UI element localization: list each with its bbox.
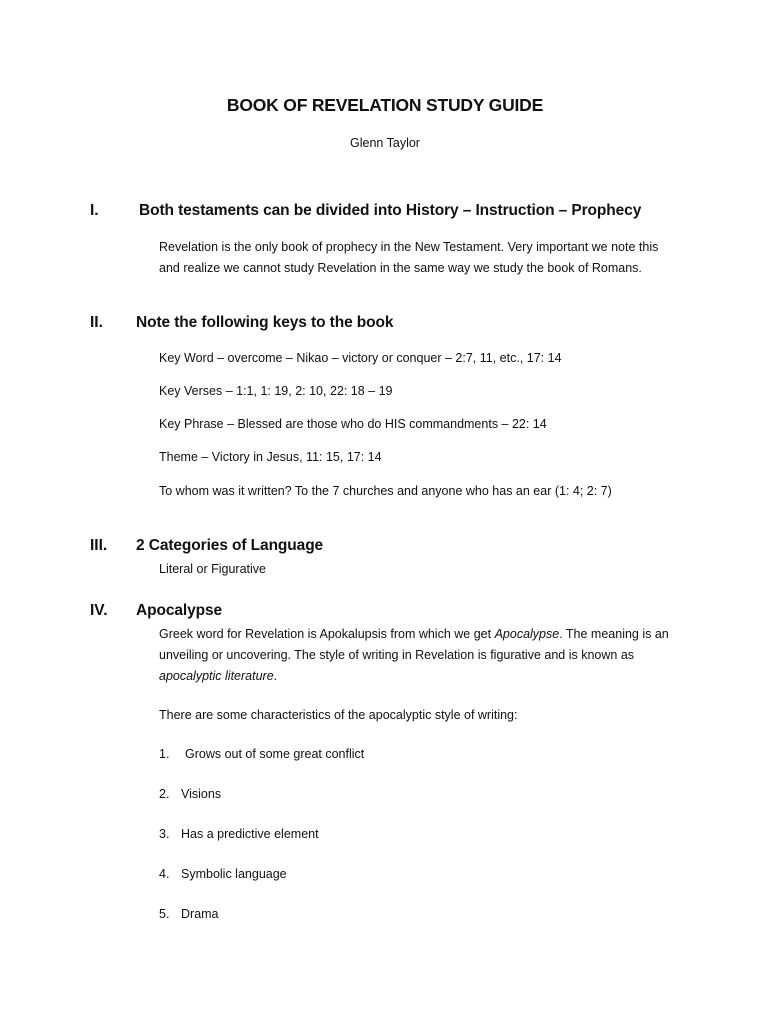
section-1-heading: Both testaments can be divided into History – Instruction – Prophecy — [139, 202, 642, 219]
section-1-paragraph-line-1: Revelation is the only book of prophecy in the New Testament. Very important we note this — [159, 240, 659, 254]
section-4-number: IV. — [90, 602, 108, 619]
theme-line: Theme – Victory in Jesus, 11: 15, 17: 14 — [159, 450, 382, 464]
list-item-number: 3. — [159, 827, 170, 841]
list-item — [159, 904, 219, 925]
list-item-text: Drama — [181, 907, 219, 921]
list-item — [159, 824, 319, 845]
section-3-line: Literal or Figurative — [159, 562, 266, 576]
document-title: BOOK OF REVELATION STUDY GUIDE — [226, 95, 544, 115]
section-1-paragraph-line-2: and realize we cannot study Revelation in the same way we study the book of Romans. — [159, 261, 642, 275]
list-item-number: 5. — [159, 907, 170, 921]
list-item-text: Visions — [181, 787, 222, 801]
list-item — [159, 784, 221, 805]
list-item — [159, 744, 364, 765]
list-item-text: Has a predictive element — [181, 827, 319, 841]
list-item-number: 4. — [159, 867, 170, 881]
section-3-heading: 2 Categories of Language — [136, 537, 324, 554]
section-4-paragraph-line-1: Greek word for Revelation is Apokalupsis from which we get Apocalypse. The meaning is an — [159, 627, 669, 641]
list-item-number: 1. — [159, 747, 170, 761]
list-item-text: Symbolic language — [181, 867, 287, 881]
section-2-heading: Note the following keys to the book — [136, 314, 394, 331]
section-1-number: I. — [90, 202, 99, 219]
key-word-line: Key Word – overcome – Nikao – victory or conquer – 2:7, 11, etc., 17: 14 — [159, 351, 562, 365]
list-item-text: Grows out of some great conflict — [185, 747, 365, 761]
document-author: Glenn Taylor — [350, 136, 420, 150]
section-2-number: II. — [90, 314, 103, 331]
section-4-paragraph-line-3: apocalyptic literature. — [159, 669, 278, 683]
list-item — [159, 864, 287, 885]
apocalyptic-literature-term: apocalyptic literature — [159, 669, 274, 683]
key-phrase-line: Key Phrase – Blessed are those who do HIS commandments – 22: 14 — [159, 417, 547, 431]
list-item-number: 2. — [159, 787, 170, 801]
apocalypse-term: Apocalypse — [494, 627, 560, 641]
section-3-number: III. — [90, 537, 108, 554]
section-4-paragraph-line-2: unveiling or uncovering. The style of writing in Revelation is figurative and is known as — [159, 648, 635, 662]
key-verses-line: Key Verses – 1:1, 1: 19, 2: 10, 22: 18 – 19 — [159, 384, 393, 398]
section-4-heading: Apocalypse — [136, 602, 223, 619]
audience-line: To whom was it written? To the 7 churches and anyone who has an ear (1: 4; 2: 7) — [159, 484, 612, 498]
characteristics-intro: There are some characteristics of the apocalyptic style of writing: — [159, 708, 518, 722]
